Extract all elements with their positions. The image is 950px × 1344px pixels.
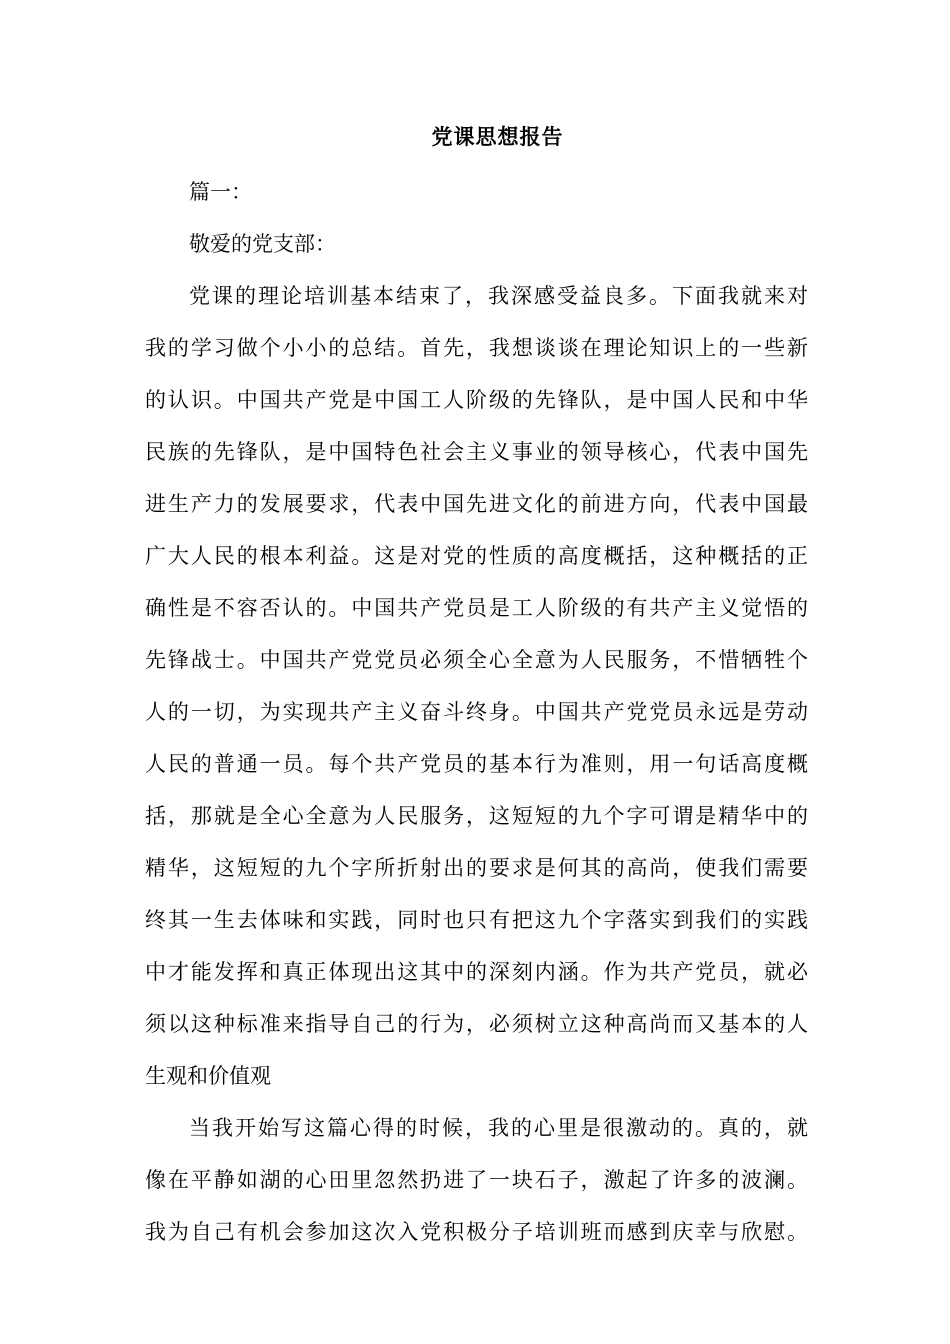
paragraph-line: 像在平静如湖的心田里忽然扔进了一块石子，激起了许多的波澜。 (145, 1168, 808, 1192)
paragraph-line: 须以这种标准来指导自己的行为，必须树立这种高尚而又基本的人 (145, 1012, 808, 1036)
paragraph-line: 民族的先锋队，是中国特色社会主义事业的领导核心，代表中国先 (145, 440, 808, 464)
paragraph-line: 中才能发挥和真正体现出这其中的深刻内涵。作为共产党员，就必 (145, 960, 808, 984)
document-body (145, 166, 808, 1258)
paragraph-line: 人民的普通一员。每个共产党员的基本行为准则，用一句话高度概 (145, 752, 808, 776)
paragraph-line: 进生产力的发展要求，代表中国先进文化的前进方向，代表中国最 (145, 492, 808, 516)
paragraph-line: 党课的理论培训基本结束了，我深感受益良多。下面我就来对 (189, 284, 808, 308)
paragraph-line: 当我开始写这篇心得的时候，我的心里是很激动的。真的，就 (189, 1116, 808, 1140)
paragraph-line: 终其一生去体味和实践，同时也只有把这九个字落实到我们的实践 (145, 908, 808, 932)
salutation: 敬爱的党支部： (189, 232, 336, 256)
section-heading: 篇一： (189, 180, 252, 204)
paragraph-line: 广大人民的根本利益。这是对党的性质的高度概括，这种概括的正 (145, 544, 808, 568)
paragraph-line: 生观和价值观 (145, 1064, 271, 1088)
paragraph-line: 确性是不容否认的。中国共产党员是工人阶级的有共产主义觉悟的 (145, 596, 808, 620)
paragraph-line: 我的学习做个小小的总结。首先，我想谈谈在理论知识上的一些新 (145, 336, 808, 360)
paragraph-line: 先锋战士。中国共产党党员必须全心全意为人民服务，不惜牺牲个 (145, 648, 808, 672)
paragraph-line: 人的一切，为实现共产主义奋斗终身。中国共产党党员永远是劳动 (145, 700, 808, 724)
document-title: 党课思想报告 (431, 124, 564, 149)
paragraph-line: 我为自己有机会参加这次入党积极分子培训班而感到庆幸与欣慰。 (145, 1220, 808, 1244)
paragraph-line: 的认识。中国共产党是中国工人阶级的先锋队，是中国人民和中华 (145, 388, 808, 412)
paragraph-line: 精华，这短短的九个字所折射出的要求是何其的高尚，使我们需要 (145, 856, 808, 880)
paragraph-line: 括，那就是全心全意为人民服务，这短短的九个字可谓是精华中的 (145, 804, 808, 828)
